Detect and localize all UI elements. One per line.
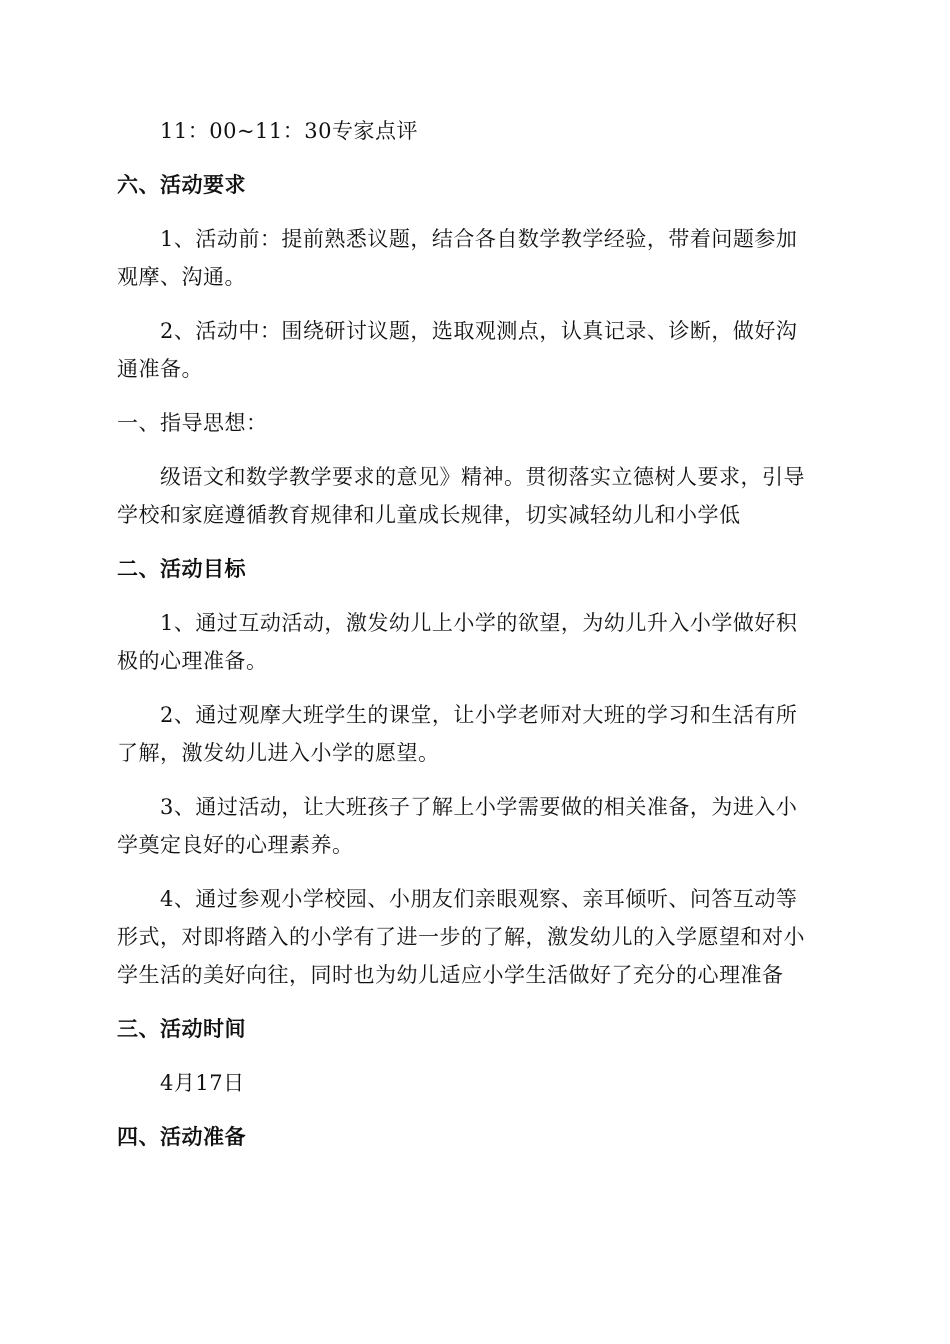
requirement-1-line-2: 观摩、沟通。: [117, 265, 246, 289]
goal-4-line-2: 形式，对即将踏入的小学有了进一步的了解，激发幼儿的入学愿望和对小: [117, 925, 805, 949]
schedule-line: 11：00~11：30专家点评: [160, 119, 418, 143]
section-heading-time: 三、活动时间: [117, 1017, 246, 1041]
requirement-1-line-1: 1、活动前：提前熟悉议题，结合各自数学教学经验，带着问题参加: [160, 227, 798, 251]
guiding-thought-line-1: 级语文和数学教学要求的意见》精神。贯彻落实立德树人要求，引导: [160, 465, 805, 489]
goal-3-line-1: 3、通过活动，让大班孩子了解上小学需要做的相关准备，为进入小: [160, 795, 798, 819]
goal-2-line-1: 2、通过观摩大班学生的课堂，让小学老师对大班的学习和生活有所: [160, 703, 798, 727]
requirement-2-line-1: 2、活动中：围绕研讨议题，选取观测点，认真记录、诊断，做好沟: [160, 319, 798, 343]
section-heading-guiding-thought: 一、指导思想：: [117, 411, 268, 435]
goal-4-line-1: 4、通过参观小学校园、小朋友们亲眼观察、亲耳倾听、问答互动等: [160, 887, 798, 911]
guiding-thought-line-2: 学校和家庭遵循教育规律和儿童成长规律，切实减轻幼儿和小学低: [117, 503, 741, 527]
goal-1-line-1: 1、通过互动活动，激发幼儿上小学的欲望，为幼儿升入小学做好积: [160, 611, 798, 635]
goal-2-line-2: 了解，激发幼儿进入小学的愿望。: [117, 741, 440, 765]
requirement-2-line-2: 通准备。: [117, 357, 203, 381]
section-heading-goals: 二、活动目标: [117, 557, 246, 581]
activity-date: 4月17日: [160, 1071, 245, 1095]
section-heading-requirements: 六、活动要求: [117, 173, 246, 197]
goal-4-line-3: 学生活的美好向往，同时也为幼儿适应小学生活做好了充分的心理准备: [117, 963, 784, 987]
goal-3-line-2: 学奠定良好的心理素养。: [117, 833, 354, 857]
goal-1-line-2: 极的心理准备。: [117, 649, 268, 673]
section-heading-preparation: 四、活动准备: [117, 1125, 246, 1149]
